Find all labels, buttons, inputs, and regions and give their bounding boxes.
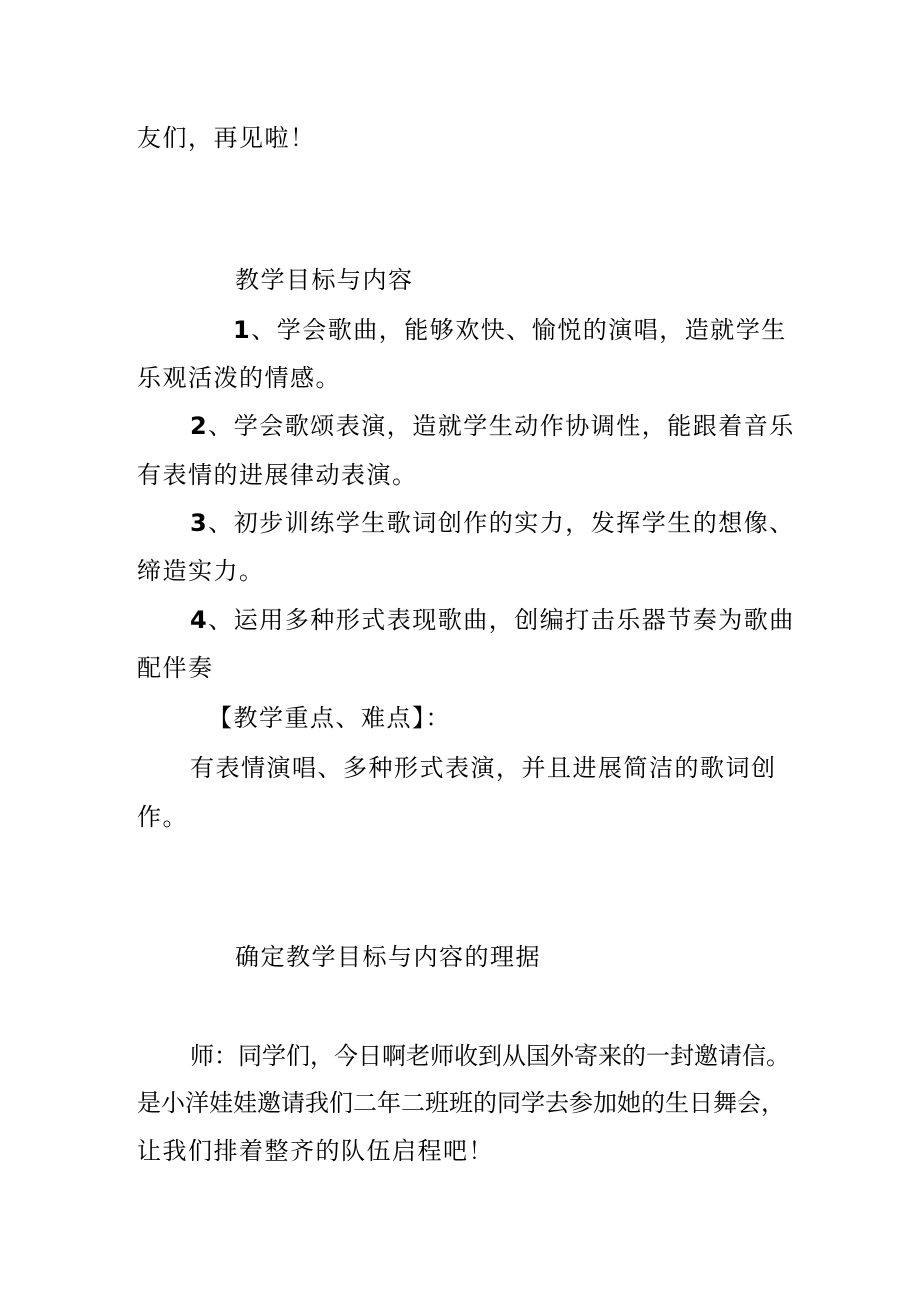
dialogue-line3: 让我们排着整齐的队伍启程吧！	[137, 1137, 494, 1165]
objective-2-line2: 有表情的进展律动表演。	[137, 461, 418, 489]
objective-3-text: 、初步训练学生歌词创作的实力，发挥学生的想像、	[208, 509, 795, 537]
objective-4-text: 、运用多种形式表现歌曲，创编打击乐器节奏为歌曲	[208, 606, 795, 634]
objective-2-number: 2	[190, 412, 209, 440]
objective-4-line1	[190, 604, 795, 636]
dialogue-line2: 是小洋娃娃邀请我们二年二班班的同学去参加她的生日舞会，	[137, 1089, 785, 1117]
keypoints-line1: 有表情演唱、多种形式表演，并且进展简洁的歌词创	[190, 754, 777, 782]
objective-4-number: 4	[190, 606, 209, 634]
text-line-top: 友们，再见啦！	[137, 124, 316, 152]
dialogue-line1: 师：同学们，今日啊老师收到从国外寄来的一封邀请信。	[190, 1042, 790, 1070]
objective-2-text: 、学会歌颂表演，造就学生动作协调性，能跟着音乐	[208, 412, 795, 440]
objective-1-number: 1	[233, 316, 252, 344]
keypoints-heading: 【教学重点、难点】：	[208, 704, 451, 732]
section-heading-rationale: 确定教学目标与内容的理据	[235, 943, 541, 971]
objective-3-number: 3	[190, 509, 209, 537]
objective-3-line2: 缔造实力。	[137, 557, 265, 585]
section-heading-objectives: 教学目标与内容	[235, 266, 414, 294]
objective-1-line2: 乐观活泼的情感。	[137, 364, 341, 392]
keypoints-line2: 作。	[137, 803, 188, 831]
objective-1-text: 、学会歌曲，能够欢快、愉悦的演唱，造就学生	[251, 316, 787, 344]
objective-2-line1	[190, 410, 795, 442]
objective-4-line2: 配伴奏	[137, 654, 214, 682]
objective-1-line1	[233, 314, 787, 346]
objective-3-line1	[190, 507, 795, 539]
